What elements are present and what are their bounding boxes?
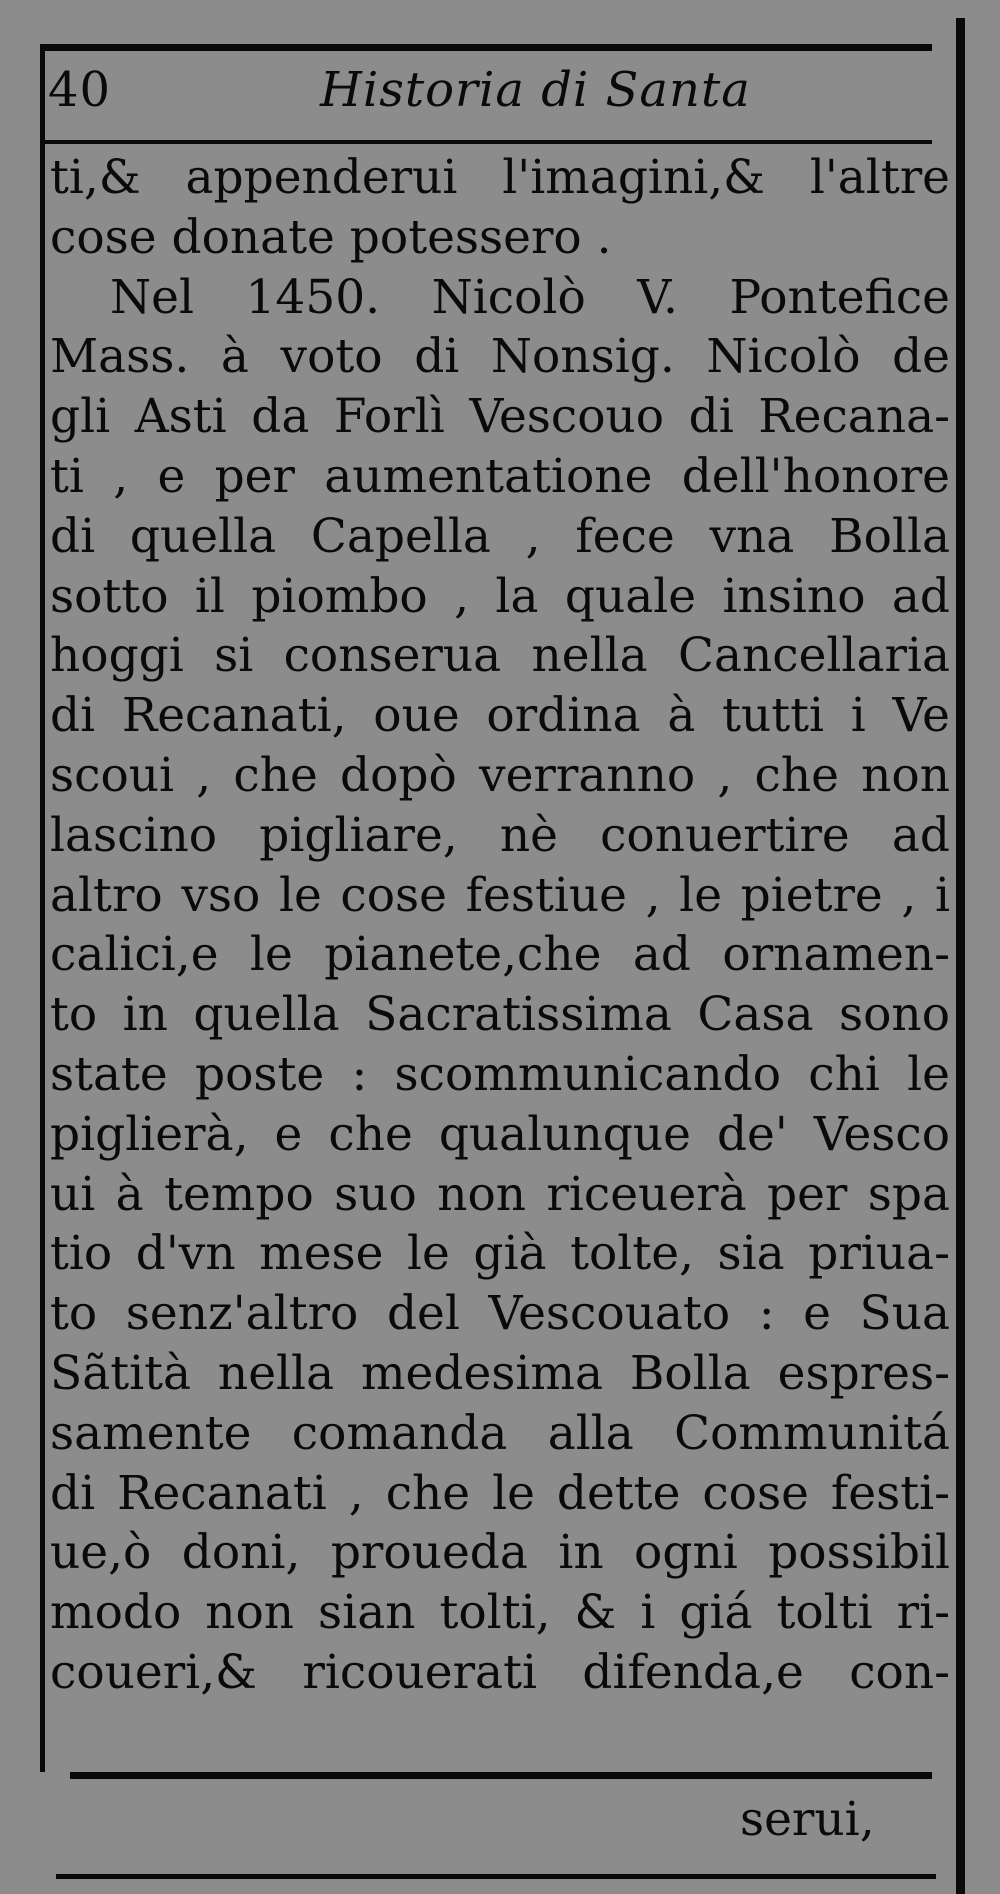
text-line: tio d'vn mese le già tolte, sia priua-	[50, 1226, 950, 1282]
text-line: ui à tempo suo non riceuerà per spa	[50, 1166, 950, 1222]
text-line: hoggi si conserua nella Cancellaria	[50, 628, 950, 684]
catchword: serui,	[740, 1792, 875, 1847]
text-line: lascino pigliare, nè conuertire ad	[50, 807, 950, 863]
running-head: Historia di Santa	[320, 62, 751, 118]
text-line: Nel 1450. Nicolò V. Pontefice	[110, 269, 950, 325]
text-line: di quella Capella , fece vna Bolla	[50, 508, 950, 564]
text-line: Sãtità nella medesima Bolla espres-	[50, 1345, 950, 1401]
text-line: piglierà, e che qualunque de' Vesco	[50, 1106, 950, 1162]
text-line: di Recanati , che le dette cose festi-	[50, 1465, 950, 1521]
text-line: di Recanati, oue ordina à tutti i Ve	[50, 688, 950, 744]
text-line: modo non sian tolti, & i giá tolti ri-	[50, 1585, 950, 1641]
right-border	[956, 18, 965, 1894]
body-text	[50, 148, 950, 1703]
text-line: to in quella Sacratissima Casa sono	[50, 987, 950, 1043]
text-line: to senz'altro del Vescouato : e Sua	[50, 1286, 950, 1342]
text-line: samente comanda alla Communitá	[50, 1405, 950, 1461]
text-line: Mass. à voto di Nonsig. Nicolò de	[50, 329, 950, 385]
text-line: cose donate potessero .	[50, 209, 612, 265]
header-rule	[40, 140, 932, 144]
page-number: 40	[48, 62, 112, 118]
text-line: state poste : scommunicando chi le	[50, 1046, 950, 1102]
footer-rule	[56, 1874, 936, 1879]
text-line: ti,& appenderui l'imagini,& l'altre	[50, 150, 950, 205]
text-line: coueri,& ricouerati difenda,e con-	[50, 1644, 950, 1700]
top-rule	[40, 44, 932, 51]
text-line: ue,ò doni, proueda in ogni possibil	[50, 1525, 950, 1581]
text-line: gli Asti da Forlì Vescouo di Recana-	[50, 389, 950, 445]
text-line: calici,e le pianete,che ad ornamen-	[50, 927, 950, 983]
text-line: scoui , che dopò verranno , che non	[50, 747, 950, 803]
bottom-rule	[70, 1772, 932, 1779]
text-line: altro vso le cose festiue , le pietre , i	[50, 867, 950, 923]
text-line: sotto il piombo , la quale insino ad	[50, 568, 950, 624]
text-line: ti , e per aumentatione dell'honore	[50, 448, 950, 504]
left-border	[40, 44, 45, 1772]
